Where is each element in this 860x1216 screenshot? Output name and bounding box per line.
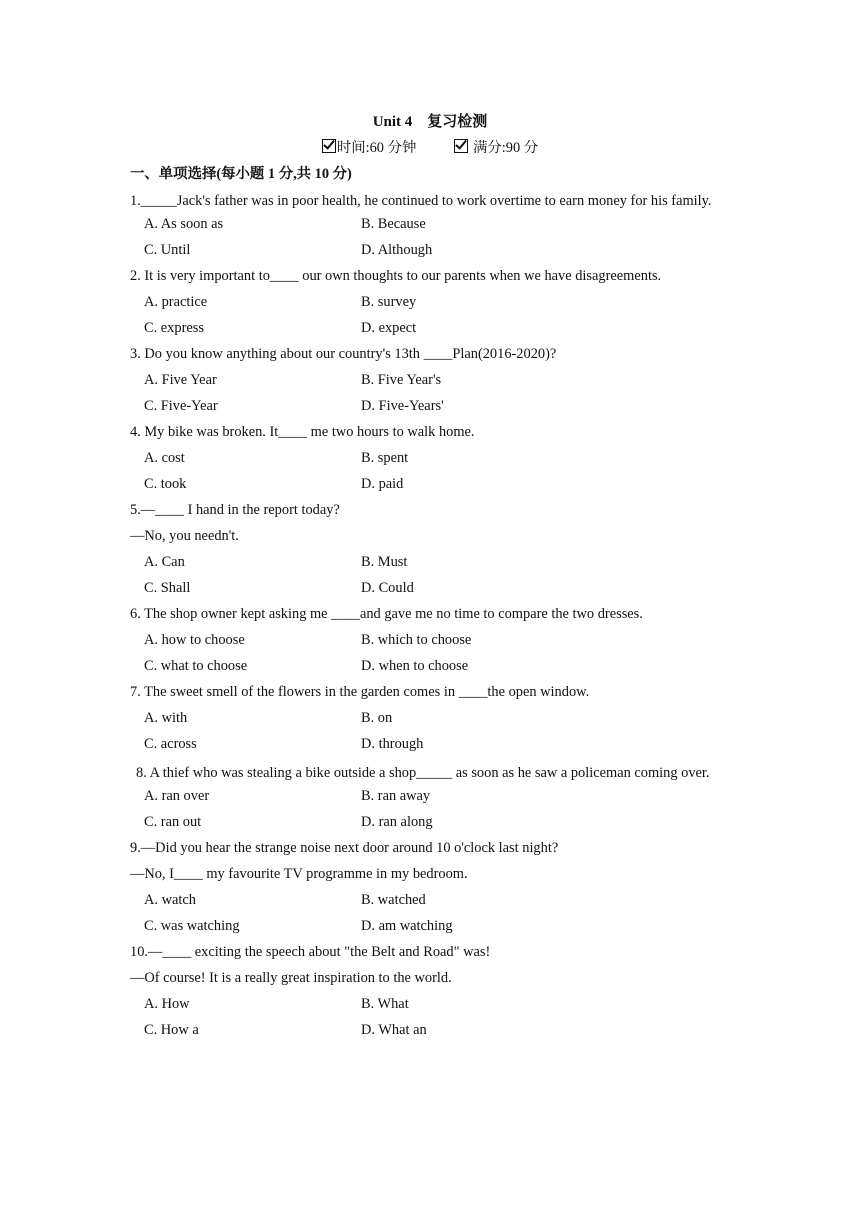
answer-option: C. was watching [144, 918, 240, 934]
question-stem: 1._____Jack's father was in poor health, he continued to work overtime to earn money for his family. [130, 193, 712, 209]
question [130, 188, 730, 266]
options-row [130, 240, 730, 266]
question-stem: 2. It is very important to____ our own thoughts to our parents when we have disagreements. [130, 268, 662, 284]
answer-option: A. As soon as [144, 216, 224, 232]
answer-option: B. ran away [361, 788, 431, 804]
answer-option: C. Shall [144, 580, 191, 596]
answer-option: D. through [361, 736, 424, 752]
answer-option: B. watched [361, 892, 426, 908]
answer-option: D. am watching [361, 918, 453, 934]
answer-option: A. watch [144, 892, 196, 908]
question [130, 344, 730, 422]
answer-option: A. how to choose [144, 632, 245, 648]
answer-option: A. with [144, 710, 188, 726]
answer-option: D. Five-Years' [361, 398, 444, 414]
checkbox-icon [322, 139, 336, 153]
options-row [130, 786, 730, 812]
question-stem: 3. Do you know anything about our country's 13th ____Plan(2016-2020)? [130, 346, 557, 362]
question-stem: 5.—____ I hand in the report today? [130, 502, 340, 518]
answer-option: C. How a [144, 1022, 199, 1038]
options-row [130, 734, 730, 760]
question [130, 942, 730, 1046]
answer-option: A. ran over [144, 788, 210, 804]
question-stem: 6. The shop owner kept asking me ____and gave me no time to compare the two dresses. [130, 606, 643, 622]
options-row [130, 994, 730, 1020]
question-stem: 10.—____ exciting the speech about "the Belt and Road" was! [130, 944, 491, 960]
options-row [130, 292, 730, 318]
options-row [130, 708, 730, 734]
answer-option: B. What [361, 996, 409, 1012]
options-row [130, 656, 730, 682]
answer-option: B. on [361, 710, 393, 726]
question-stem: 4. My bike was broken. It____ me two hours to walk home. [130, 424, 475, 440]
answer-option: B. Must [361, 554, 408, 570]
question-stem: 8. A thief who was stealing a bike outside a shop_____ as soon as he saw a policeman coming over. [136, 765, 710, 781]
question-dialogue-line: —Of course! It is a really great inspiration to the world. [130, 970, 452, 986]
answer-option: C. express [144, 320, 204, 336]
options-row [130, 448, 730, 474]
options-row [130, 552, 730, 578]
options-row [130, 370, 730, 396]
answer-option: B. Five Year's [361, 372, 442, 388]
answer-option: D. paid [361, 476, 404, 492]
answer-option: C. what to choose [144, 658, 248, 674]
options-row [130, 396, 730, 422]
answer-option: A. cost [144, 450, 185, 466]
question [130, 266, 730, 344]
question-stem: 7. The sweet smell of the flowers in the garden comes in ____the open window. [130, 684, 590, 700]
page-title: Unit 4 复习检测 [372, 114, 488, 130]
question [130, 682, 730, 760]
answer-option: D. ran along [361, 814, 433, 830]
answer-option: B. spent [361, 450, 409, 466]
options-row [130, 890, 730, 916]
question [130, 838, 730, 942]
answer-option: A. practice [144, 294, 208, 310]
answer-option: C. Until [144, 242, 191, 258]
time-limit: 时间:60 分钟 [336, 140, 417, 156]
answer-option: C. took [144, 476, 187, 492]
answer-option: D. Although [361, 242, 433, 258]
checkbox-icon [454, 139, 468, 153]
answer-option: D. What an [361, 1022, 427, 1038]
question [130, 422, 730, 500]
options-row [130, 318, 730, 344]
question-stem: 9.—Did you hear the strange noise next door around 10 o'clock last night? [130, 840, 559, 856]
answer-option: C. Five-Year [144, 398, 218, 414]
answer-option: A. How [144, 996, 190, 1012]
answer-option: C. across [144, 736, 197, 752]
options-row [130, 474, 730, 500]
exam-meta [0, 136, 860, 157]
options-row [130, 812, 730, 838]
question [130, 760, 730, 838]
question [130, 604, 730, 682]
question [130, 500, 730, 604]
total-score: 满分:90 分 [473, 140, 539, 156]
options-row [130, 916, 730, 942]
answer-option: B. survey [361, 294, 417, 310]
answer-option: D. Could [361, 580, 414, 596]
question-dialogue-line: —No, you needn't. [130, 528, 239, 544]
answer-option: D. expect [361, 320, 417, 336]
options-row [130, 214, 730, 240]
options-row [130, 1020, 730, 1046]
answer-option: A. Can [144, 554, 185, 570]
question-dialogue-line: —No, I____ my favourite TV programme in my bedroom. [130, 866, 468, 882]
options-row [130, 630, 730, 656]
options-row [130, 578, 730, 604]
answer-option: B. Because [361, 216, 426, 232]
question-list [130, 188, 730, 1046]
answer-option: B. which to choose [361, 632, 472, 648]
answer-option: C. ran out [144, 814, 202, 830]
answer-option: D. when to choose [361, 658, 469, 674]
section-heading: 一、单项选择(每小题 1 分,共 10 分) [130, 166, 352, 182]
answer-option: A. Five Year [144, 372, 217, 388]
